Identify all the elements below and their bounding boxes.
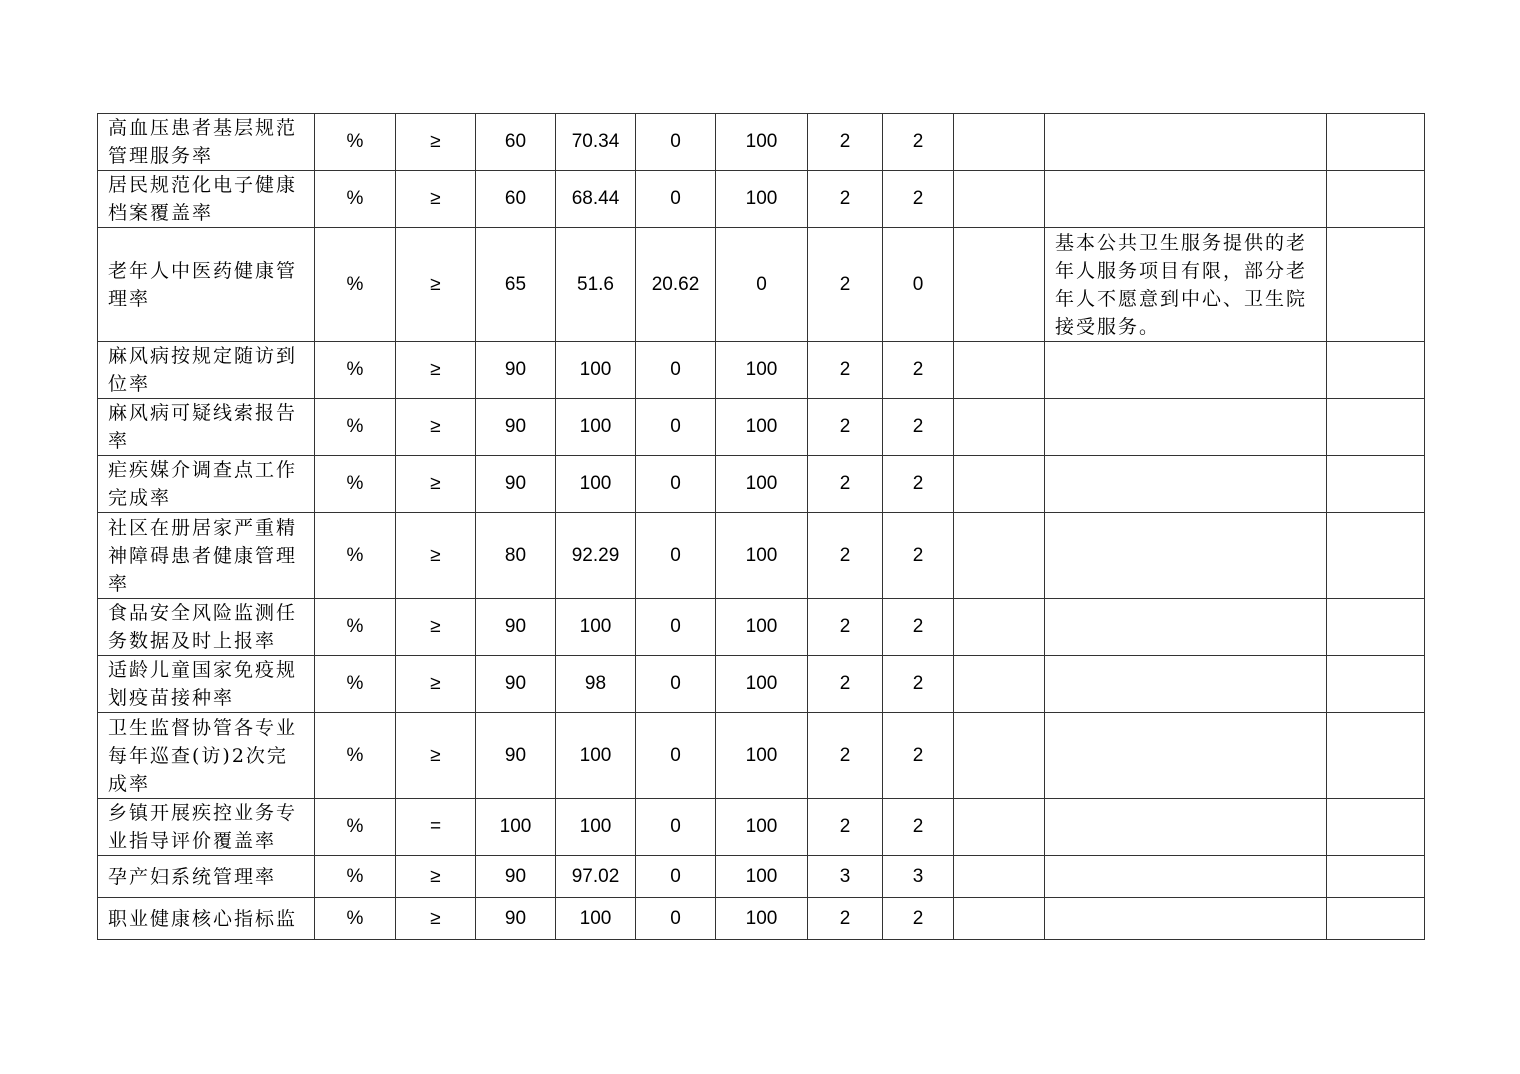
target-value-cell: 90 (476, 399, 556, 456)
indicator-name: 麻风病可疑线索报告率 (98, 399, 315, 456)
target-value-cell: 80 (476, 513, 556, 599)
empty-cell (1327, 399, 1425, 456)
column-7-cell: 100 (716, 599, 808, 656)
weight-cell: 2 (808, 599, 883, 656)
operator-cell: ≥ (396, 656, 476, 713)
empty-cell (1327, 513, 1425, 599)
actual-value-cell: 100 (556, 342, 636, 399)
empty-cell (954, 898, 1045, 940)
column-6-cell: 0 (636, 171, 716, 228)
column-6-cell: 0 (636, 513, 716, 599)
unit-cell: % (315, 114, 396, 171)
indicator-name: 老年人中医药健康管理率 (98, 228, 315, 342)
column-7-cell: 100 (716, 513, 808, 599)
score-cell: 2 (883, 799, 954, 856)
actual-value-cell: 51.6 (556, 228, 636, 342)
score-cell: 2 (883, 898, 954, 940)
indicator-name: 卫生监督协管各专业每年巡查(访)2次完成率 (98, 713, 315, 799)
note-cell (1045, 898, 1327, 940)
empty-cell (1327, 898, 1425, 940)
actual-value-cell: 100 (556, 599, 636, 656)
weight-cell: 2 (808, 513, 883, 599)
empty-cell (954, 713, 1045, 799)
column-7-cell: 100 (716, 171, 808, 228)
weight-cell: 2 (808, 799, 883, 856)
performance-table (97, 113, 1425, 940)
indicator-name: 食品安全风险监测任务数据及时上报率 (98, 599, 315, 656)
table-row (98, 228, 1425, 342)
column-7-cell: 0 (716, 228, 808, 342)
score-cell: 2 (883, 114, 954, 171)
empty-cell (1327, 342, 1425, 399)
weight-cell: 2 (808, 228, 883, 342)
column-7-cell: 100 (716, 799, 808, 856)
target-value-cell: 60 (476, 114, 556, 171)
target-value-cell: 100 (476, 799, 556, 856)
score-cell: 2 (883, 342, 954, 399)
table-row (98, 898, 1425, 940)
table-row (98, 599, 1425, 656)
table-row (98, 513, 1425, 599)
operator-cell: ≥ (396, 513, 476, 599)
weight-cell: 2 (808, 114, 883, 171)
unit-cell: % (315, 171, 396, 228)
column-6-cell: 0 (636, 114, 716, 171)
target-value-cell: 90 (476, 456, 556, 513)
unit-cell: % (315, 599, 396, 656)
note-cell (1045, 713, 1327, 799)
target-value-cell: 90 (476, 599, 556, 656)
score-cell: 2 (883, 713, 954, 799)
weight-cell: 2 (808, 171, 883, 228)
column-7-cell: 100 (716, 114, 808, 171)
actual-value-cell: 98 (556, 656, 636, 713)
column-6-cell: 0 (636, 656, 716, 713)
score-cell: 2 (883, 656, 954, 713)
note-cell (1045, 456, 1327, 513)
indicator-name: 社区在册居家严重精神障碍患者健康管理率 (98, 513, 315, 599)
actual-value-cell: 100 (556, 399, 636, 456)
unit-cell: % (315, 713, 396, 799)
indicator-name: 孕产妇系统管理率 (98, 856, 315, 898)
note-cell (1045, 856, 1327, 898)
score-cell: 2 (883, 599, 954, 656)
operator-cell: ≥ (396, 713, 476, 799)
note-cell (1045, 399, 1327, 456)
empty-cell (1327, 171, 1425, 228)
table-row (98, 713, 1425, 799)
weight-cell: 2 (808, 456, 883, 513)
indicator-name: 高血压患者基层规范管理服务率 (98, 114, 315, 171)
score-cell: 2 (883, 171, 954, 228)
column-6-cell: 0 (636, 898, 716, 940)
empty-cell (1327, 856, 1425, 898)
actual-value-cell: 100 (556, 799, 636, 856)
unit-cell: % (315, 856, 396, 898)
unit-cell: % (315, 399, 396, 456)
note-cell (1045, 342, 1327, 399)
empty-cell (954, 656, 1045, 713)
weight-cell: 2 (808, 898, 883, 940)
note-cell (1045, 171, 1327, 228)
empty-cell (1327, 456, 1425, 513)
empty-cell (1327, 228, 1425, 342)
unit-cell: % (315, 228, 396, 342)
empty-cell (1327, 114, 1425, 171)
column-6-cell: 0 (636, 856, 716, 898)
actual-value-cell: 97.02 (556, 856, 636, 898)
operator-cell: ≥ (396, 456, 476, 513)
target-value-cell: 90 (476, 656, 556, 713)
column-6-cell: 0 (636, 599, 716, 656)
column-6-cell: 0 (636, 456, 716, 513)
empty-cell (954, 114, 1045, 171)
empty-cell (954, 799, 1045, 856)
score-cell: 2 (883, 456, 954, 513)
column-7-cell: 100 (716, 399, 808, 456)
table-row (98, 456, 1425, 513)
actual-value-cell: 68.44 (556, 171, 636, 228)
score-cell: 3 (883, 856, 954, 898)
actual-value-cell: 92.29 (556, 513, 636, 599)
empty-cell (954, 456, 1045, 513)
operator-cell: ≥ (396, 399, 476, 456)
unit-cell: % (315, 342, 396, 399)
target-value-cell: 65 (476, 228, 556, 342)
column-7-cell: 100 (716, 342, 808, 399)
target-value-cell: 90 (476, 342, 556, 399)
note-cell: 基本公共卫生服务提供的老年人服务项目有限，部分老年人不愿意到中心、卫生院接受服务。 (1045, 228, 1327, 342)
empty-cell (954, 513, 1045, 599)
column-7-cell: 100 (716, 713, 808, 799)
empty-cell (954, 171, 1045, 228)
empty-cell (954, 342, 1045, 399)
indicator-name: 疟疾媒介调查点工作完成率 (98, 456, 315, 513)
table-row (98, 656, 1425, 713)
target-value-cell: 60 (476, 171, 556, 228)
operator-cell: = (396, 799, 476, 856)
note-cell (1045, 799, 1327, 856)
table-row (98, 114, 1425, 171)
column-7-cell: 100 (716, 656, 808, 713)
note-cell (1045, 513, 1327, 599)
column-6-cell: 0 (636, 399, 716, 456)
table-row (98, 171, 1425, 228)
operator-cell: ≥ (396, 898, 476, 940)
column-7-cell: 100 (716, 456, 808, 513)
column-6-cell: 0 (636, 799, 716, 856)
empty-cell (954, 856, 1045, 898)
empty-cell (954, 399, 1045, 456)
actual-value-cell: 100 (556, 456, 636, 513)
unit-cell: % (315, 656, 396, 713)
note-cell (1045, 114, 1327, 171)
operator-cell: ≥ (396, 856, 476, 898)
indicator-name: 麻风病按规定随访到位率 (98, 342, 315, 399)
weight-cell: 2 (808, 342, 883, 399)
target-value-cell: 90 (476, 713, 556, 799)
indicator-name: 职业健康核心指标监 (98, 898, 315, 940)
empty-cell (1327, 599, 1425, 656)
table-row (98, 399, 1425, 456)
actual-value-cell: 70.34 (556, 114, 636, 171)
indicator-name: 乡镇开展疾控业务专业指导评价覆盖率 (98, 799, 315, 856)
note-cell (1045, 656, 1327, 713)
empty-cell (1327, 713, 1425, 799)
unit-cell: % (315, 799, 396, 856)
empty-cell (954, 599, 1045, 656)
unit-cell: % (315, 456, 396, 513)
weight-cell: 2 (808, 399, 883, 456)
weight-cell: 3 (808, 856, 883, 898)
column-6-cell: 0 (636, 713, 716, 799)
score-cell: 0 (883, 228, 954, 342)
column-6-cell: 0 (636, 342, 716, 399)
table-row (98, 342, 1425, 399)
actual-value-cell: 100 (556, 713, 636, 799)
target-value-cell: 90 (476, 856, 556, 898)
operator-cell: ≥ (396, 171, 476, 228)
column-6-cell: 20.62 (636, 228, 716, 342)
indicator-name: 适龄儿童国家免疫规划疫苗接种率 (98, 656, 315, 713)
indicator-name: 居民规范化电子健康档案覆盖率 (98, 171, 315, 228)
empty-cell (1327, 799, 1425, 856)
note-cell (1045, 599, 1327, 656)
weight-cell: 2 (808, 713, 883, 799)
table-row (98, 856, 1425, 898)
operator-cell: ≥ (396, 342, 476, 399)
score-cell: 2 (883, 399, 954, 456)
operator-cell: ≥ (396, 228, 476, 342)
target-value-cell: 90 (476, 898, 556, 940)
table-row (98, 799, 1425, 856)
score-cell: 2 (883, 513, 954, 599)
column-7-cell: 100 (716, 898, 808, 940)
empty-cell (954, 228, 1045, 342)
unit-cell: % (315, 513, 396, 599)
actual-value-cell: 100 (556, 898, 636, 940)
empty-cell (1327, 656, 1425, 713)
weight-cell: 2 (808, 656, 883, 713)
operator-cell: ≥ (396, 599, 476, 656)
column-7-cell: 100 (716, 856, 808, 898)
unit-cell: % (315, 898, 396, 940)
operator-cell: ≥ (396, 114, 476, 171)
